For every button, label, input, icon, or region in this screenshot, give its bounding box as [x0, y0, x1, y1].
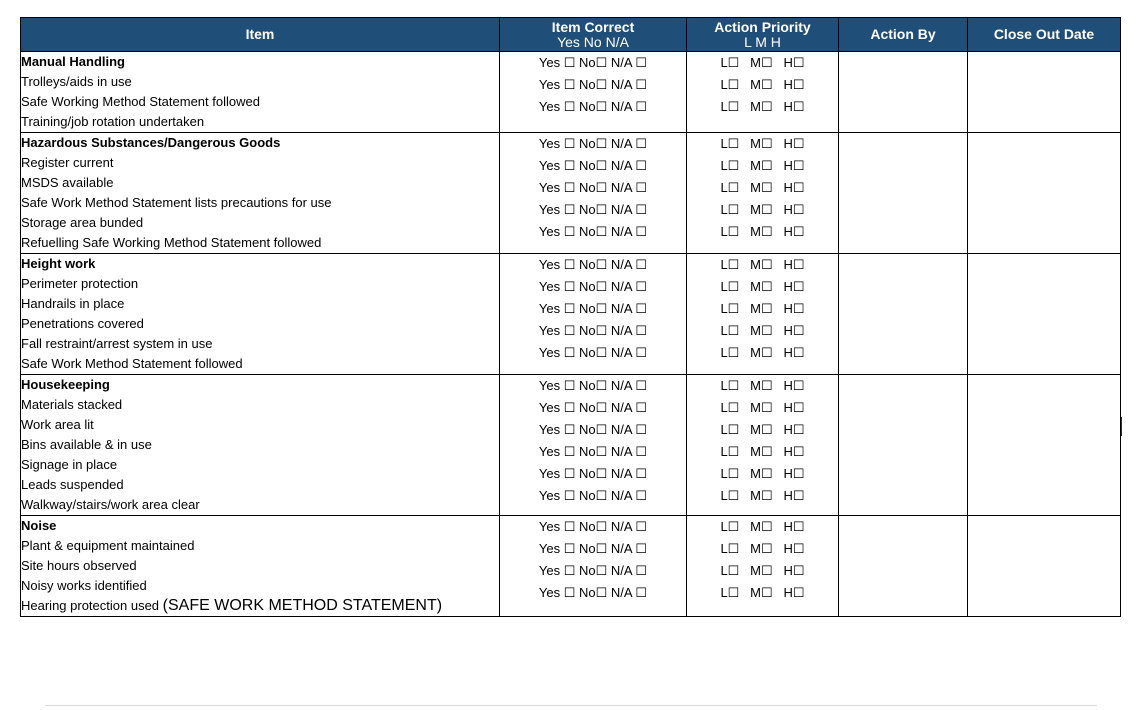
yes-no-na-checkboxes[interactable]: Yes ☐ No☐ N/A ☐	[538, 158, 648, 173]
checklist-item-label	[21, 112, 499, 132]
checklist-item-text: Trolleys/aids in use	[21, 74, 132, 89]
action-by-field[interactable]	[839, 516, 968, 617]
checklist-item-suffix: (SAFE WORK METHOD STATEMENT)	[162, 597, 443, 614]
priority-lmh-checkboxes[interactable]: L☐ M☐ H☐	[720, 55, 805, 70]
yes-no-na-checkboxes[interactable]: Yes ☐ No☐ N/A ☐	[538, 279, 648, 294]
item-correct-cell	[500, 254, 687, 375]
item-correct-cell	[500, 516, 687, 617]
checklist-item-label	[21, 596, 499, 616]
priority-lmh-checkboxes[interactable]: L☐ M☐ H☐	[720, 136, 805, 151]
section-title: Hazardous Substances/Dangerous Goods	[21, 135, 281, 150]
priority-lmh-checkboxes[interactable]: L☐ M☐ H☐	[720, 301, 805, 316]
section-title: Manual Handling	[21, 54, 125, 69]
close-out-date-field[interactable]	[968, 133, 1121, 254]
yes-no-na-checkboxes[interactable]: Yes ☐ No☐ N/A ☐	[538, 400, 648, 415]
action-priority-cell	[687, 516, 839, 617]
priority-lmh-checkboxes[interactable]: L☐ M☐ H☐	[720, 422, 805, 437]
checklist-item-label	[21, 72, 499, 92]
section-items-cell	[21, 52, 500, 133]
checklist-sheet	[20, 17, 1120, 617]
section-items-cell	[21, 375, 500, 516]
yes-no-na-checkboxes[interactable]: Yes ☐ No☐ N/A ☐	[538, 444, 648, 459]
checklist-item-text: Fall restraint/arrest system in use	[21, 336, 213, 351]
yes-no-na-checkboxes[interactable]: Yes ☐ No☐ N/A ☐	[538, 422, 648, 437]
checklist-item-text: Site hours observed	[21, 558, 137, 573]
priority-lmh-checkboxes[interactable]: L☐ M☐ H☐	[720, 400, 805, 415]
checklist-item-text: Refuelling Safe Working Method Statement followed	[21, 235, 322, 250]
yes-no-na-checkboxes[interactable]: Yes ☐ No☐ N/A ☐	[538, 585, 648, 600]
yes-no-na-checkboxes[interactable]: Yes ☐ No☐ N/A ☐	[538, 136, 648, 151]
yes-no-na-checkboxes[interactable]: Yes ☐ No☐ N/A ☐	[538, 541, 648, 556]
header-close-out-date: Close Out Date	[968, 18, 1121, 52]
page-bottom-rule	[45, 705, 1097, 706]
header-item-correct-title: Item Correct	[551, 18, 635, 35]
checklist-item-text: Perimeter protection	[21, 276, 139, 291]
checklist-item-text: Walkway/stairs/work area clear	[21, 497, 200, 512]
yes-no-na-checkboxes[interactable]: Yes ☐ No☐ N/A ☐	[538, 301, 648, 316]
priority-lmh-checkboxes[interactable]: L☐ M☐ H☐	[720, 488, 805, 503]
header-action-by: Action By	[839, 18, 968, 52]
priority-lmh-checkboxes[interactable]: L☐ M☐ H☐	[720, 257, 805, 272]
yes-no-na-checkboxes[interactable]: Yes ☐ No☐ N/A ☐	[538, 224, 648, 239]
header-item: Item	[21, 18, 500, 52]
section-title: Housekeeping	[21, 377, 110, 392]
priority-lmh-checkboxes[interactable]: L☐ M☐ H☐	[720, 378, 805, 393]
priority-lmh-checkboxes[interactable]: L☐ M☐ H☐	[720, 202, 805, 217]
checklist-item-text: Handrails in place	[21, 296, 125, 311]
checklist-item-text: Hearing protection used	[21, 598, 163, 613]
yes-no-na-checkboxes[interactable]: Yes ☐ No☐ N/A ☐	[538, 77, 648, 92]
checklist-item-text: Storage area bunded	[21, 215, 144, 230]
checklist-item-text: Leads suspended	[21, 477, 124, 492]
yes-no-na-checkboxes[interactable]: Yes ☐ No☐ N/A ☐	[538, 488, 648, 503]
action-by-field[interactable]	[839, 52, 968, 133]
action-by-field[interactable]	[839, 254, 968, 375]
priority-lmh-checkboxes[interactable]: L☐ M☐ H☐	[720, 585, 805, 600]
checklist-sections	[21, 52, 1121, 617]
checklist-item-label	[21, 274, 499, 294]
checklist-item-label	[21, 213, 499, 233]
yes-no-na-checkboxes[interactable]: Yes ☐ No☐ N/A ☐	[538, 563, 648, 578]
checklist-item-text: Bins available & in use	[21, 437, 152, 452]
action-priority-cell	[687, 375, 839, 516]
yes-no-na-checkboxes[interactable]: Yes ☐ No☐ N/A ☐	[538, 323, 648, 338]
priority-lmh-checkboxes[interactable]: L☐ M☐ H☐	[720, 444, 805, 459]
yes-no-na-checkboxes[interactable]: Yes ☐ No☐ N/A ☐	[538, 466, 648, 481]
priority-lmh-checkboxes[interactable]: L☐ M☐ H☐	[720, 158, 805, 173]
section-row	[21, 133, 1121, 254]
checklist-item-label	[21, 153, 499, 173]
checklist-item-text: Materials stacked	[21, 397, 123, 412]
checklist-item-text: Safe Work Method Statement followed	[21, 356, 243, 371]
yes-no-na-checkboxes[interactable]: Yes ☐ No☐ N/A ☐	[538, 180, 648, 195]
checklist-item-label	[21, 536, 499, 556]
text-cursor-mark	[1121, 417, 1122, 436]
header-action-priority	[687, 18, 839, 52]
checklist-item-label	[21, 495, 499, 515]
yes-no-na-checkboxes[interactable]: Yes ☐ No☐ N/A ☐	[538, 378, 648, 393]
close-out-date-field[interactable]	[968, 254, 1121, 375]
checklist-item-label	[21, 314, 499, 334]
checklist-item-label	[21, 233, 499, 253]
section-row	[21, 254, 1121, 375]
priority-lmh-checkboxes[interactable]: L☐ M☐ H☐	[720, 466, 805, 481]
checklist-item-text: Safe Work Method Statement lists precautions for use	[21, 195, 332, 210]
checklist-item-label	[21, 455, 499, 475]
checklist-item-text: Penetrations covered	[21, 316, 144, 331]
section-items-cell	[21, 254, 500, 375]
priority-lmh-checkboxes[interactable]: L☐ M☐ H☐	[720, 279, 805, 294]
checklist-item-label	[21, 395, 499, 415]
priority-lmh-checkboxes[interactable]: L☐ M☐ H☐	[720, 180, 805, 195]
item-correct-cell	[500, 52, 687, 133]
section-row	[21, 52, 1121, 133]
checklist-item-label	[21, 415, 499, 435]
header-item-correct-options: Yes No N/A	[557, 33, 629, 50]
checklist-item-text: Plant & equipment maintained	[21, 538, 195, 553]
close-out-date-field[interactable]	[968, 516, 1121, 617]
yes-no-na-checkboxes[interactable]: Yes ☐ No☐ N/A ☐	[538, 99, 648, 114]
priority-lmh-checkboxes[interactable]: L☐ M☐ H☐	[720, 541, 805, 556]
checklist-item-text: Training/job rotation undertaken	[21, 114, 205, 129]
close-out-date-field[interactable]	[968, 52, 1121, 133]
checklist-item-label	[21, 334, 499, 354]
close-out-date-field[interactable]	[968, 375, 1121, 516]
priority-lmh-checkboxes[interactable]: L☐ M☐ H☐	[720, 224, 805, 239]
checklist-item-label	[21, 556, 499, 576]
priority-lmh-checkboxes[interactable]: L☐ M☐ H☐	[720, 519, 805, 534]
checklist-item-text: Register current	[21, 155, 114, 170]
section-title: Noise	[21, 518, 57, 533]
yes-no-na-checkboxes[interactable]: Yes ☐ No☐ N/A ☐	[538, 345, 648, 360]
section-row	[21, 375, 1121, 516]
checklist-item-text: Safe Working Method Statement followed	[21, 94, 260, 109]
checklist-item-label	[21, 435, 499, 455]
checklist-item-label	[21, 193, 499, 213]
checklist-item-label	[21, 294, 499, 314]
checklist-item-label	[21, 475, 499, 495]
priority-lmh-checkboxes[interactable]: L☐ M☐ H☐	[720, 563, 805, 578]
priority-lmh-checkboxes[interactable]: L☐ M☐ H☐	[720, 323, 805, 338]
header-action-priority-levels: L M H	[744, 33, 781, 50]
header-row	[21, 18, 1121, 52]
action-by-field[interactable]	[839, 375, 968, 516]
section-title: Height work	[21, 256, 96, 271]
yes-no-na-checkboxes[interactable]: Yes ☐ No☐ N/A ☐	[538, 55, 648, 70]
priority-lmh-checkboxes[interactable]: L☐ M☐ H☐	[720, 345, 805, 360]
action-priority-cell	[687, 254, 839, 375]
item-correct-cell	[500, 375, 687, 516]
section-row	[21, 516, 1121, 617]
checklist-item-text: Signage in place	[21, 457, 118, 472]
header-item-correct	[500, 18, 687, 52]
yes-no-na-checkboxes[interactable]: Yes ☐ No☐ N/A ☐	[538, 519, 648, 534]
yes-no-na-checkboxes[interactable]: Yes ☐ No☐ N/A ☐	[538, 202, 648, 217]
yes-no-na-checkboxes[interactable]: Yes ☐ No☐ N/A ☐	[538, 257, 648, 272]
checklist-item-text: Noisy works identified	[21, 578, 147, 593]
checklist-item-text: MSDS available	[21, 175, 114, 190]
section-items-cell	[21, 133, 500, 254]
header-action-priority-title: Action Priority	[714, 18, 811, 35]
section-items-cell	[21, 516, 500, 617]
priority-lmh-checkboxes[interactable]: L☐ M☐ H☐	[720, 77, 805, 92]
checklist-item-label	[21, 576, 499, 596]
action-by-field[interactable]	[839, 133, 968, 254]
checklist-item-label	[21, 173, 499, 193]
priority-lmh-checkboxes[interactable]: L☐ M☐ H☐	[720, 99, 805, 114]
checklist-item-label	[21, 92, 499, 112]
inspection-checklist-table	[20, 17, 1121, 617]
action-priority-cell	[687, 52, 839, 133]
item-correct-cell	[500, 133, 687, 254]
checklist-item-label	[21, 354, 499, 374]
action-priority-cell	[687, 133, 839, 254]
checklist-item-text: Work area lit	[21, 417, 94, 432]
